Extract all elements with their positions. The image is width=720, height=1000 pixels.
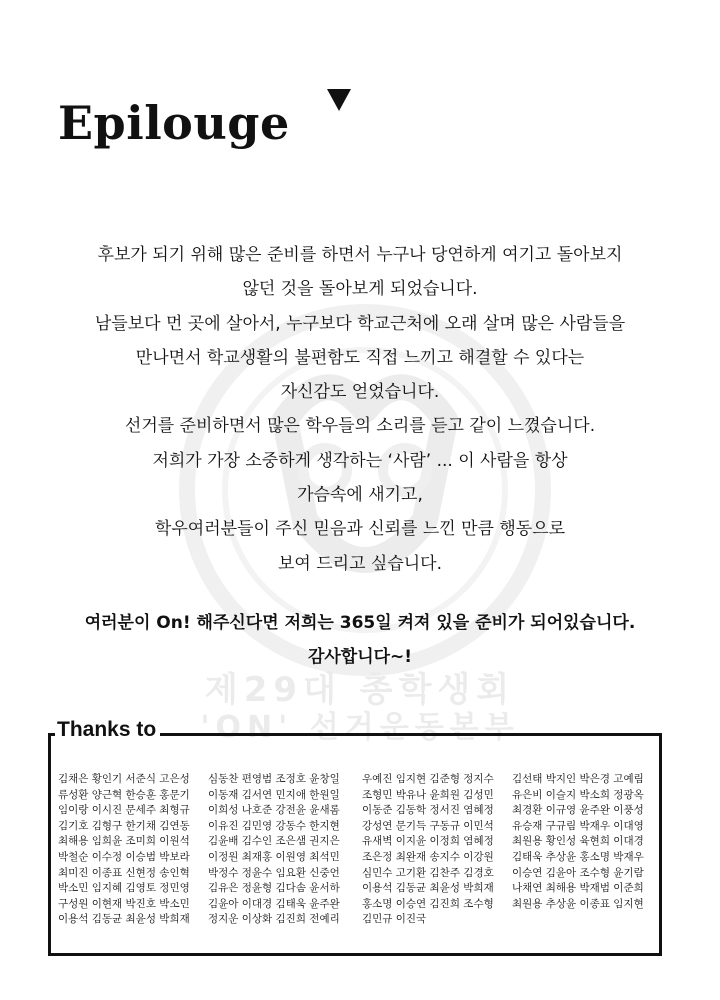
names-column-3 bbox=[362, 772, 494, 928]
message-line: 후보가 되기 위해 많은 준비를 하면서 누구나 당연하게 여기고 돌아보지 bbox=[97, 245, 623, 265]
names-row: 임이랑 이시진 문세주 최형규 bbox=[58, 804, 190, 817]
names-row: 나채연 최해용 박재범 이준희 bbox=[512, 882, 644, 895]
names-row: 김윤배 김수인 조은샘 권지은 bbox=[208, 835, 340, 848]
watermark-line-2: 'ON' 선거운동본부 bbox=[200, 710, 520, 745]
names-row: 유은비 이슬지 박소희 정광옥 bbox=[512, 788, 644, 801]
names-row: 조형민 박유나 윤희원 김성민 bbox=[362, 788, 494, 801]
names-row: 최원용 황인성 육현희 이대경 bbox=[512, 835, 644, 848]
names-row: 이용석 김동균 최윤성 박희재 bbox=[58, 913, 190, 926]
names-row: 이희성 나호준 강전윤 윤새롬 bbox=[208, 804, 340, 817]
names-row: 심동찬 편영범 조정호 윤창일 bbox=[208, 773, 340, 785]
names-row: 박소민 임지혜 김영토 정민영 bbox=[58, 882, 190, 895]
message-line: 않던 것을 돌아보게 되었습니다. bbox=[242, 279, 478, 300]
names-row: 조은정 최완재 송지수 이강원 bbox=[362, 850, 494, 863]
names-column-2 bbox=[208, 772, 340, 928]
thanks-heading: Thanks to bbox=[55, 718, 160, 742]
names-row: 심민수 고기환 김찬주 김경호 bbox=[362, 866, 494, 879]
names-row: 김채은 황인기 서준식 고은성 bbox=[58, 773, 190, 785]
names-row: 이승연 김윤아 조수형 윤기람 bbox=[512, 866, 644, 879]
names-row: 이동준 김동학 정서진 염혜정 bbox=[362, 804, 494, 817]
names-row: 유승재 구규림 박재우 이대영 bbox=[512, 819, 644, 832]
message-line: 선거를 준비하면서 많은 학우들의 소리를 듣고 같이 느꼈습니다. bbox=[124, 416, 596, 437]
message-line: 보여 드리고 싶습니다. bbox=[277, 553, 442, 574]
names-row: 정지운 이상화 김진희 전예리 bbox=[208, 913, 340, 926]
message-line: 저희가 가장 소중하게 생각하는 ‘사람’ ... 이 사람을 항상 bbox=[152, 450, 568, 471]
names-row: 구성원 이현재 박진호 박소민 bbox=[58, 897, 190, 910]
names-row: 최미진 이종표 신현정 송인혁 bbox=[58, 866, 190, 879]
names-row: 이유진 김민영 강동수 한지현 bbox=[208, 819, 340, 832]
message-line: 자신감도 얻었습니다. bbox=[280, 382, 440, 403]
message-line: 남들보다 먼 곳에 살아서, 누구보다 학교근처에 오래 살며 많은 사람들을 bbox=[94, 313, 626, 334]
names-row: 우예진 임지현 김준형 정지수 bbox=[362, 773, 494, 785]
names-row: 이동재 김서연 민지애 한원일 bbox=[208, 788, 340, 801]
names-column-1 bbox=[58, 772, 190, 928]
names-row: 홍소명 이승연 김진희 조수형 bbox=[362, 897, 494, 910]
closing-line: 여러분이 On! 해주신다면 저희는 365일 켜져 있을 준비가 되어있습니다. bbox=[84, 613, 636, 633]
names-row: 류성환 양근혁 한승훈 홍문기 bbox=[58, 788, 190, 801]
names-row: 김기호 김형구 한기채 김연동 bbox=[58, 819, 190, 832]
closing-line: 감사합니다~! bbox=[307, 647, 413, 667]
message-line: 가슴속에 새기고, bbox=[297, 485, 423, 506]
message-line: 학우여러분들이 주신 믿음과 신뢰를 느낀 만큼 행동으로 bbox=[154, 519, 566, 540]
names-row: 박철순 이수정 이승범 박보라 bbox=[58, 850, 190, 863]
names-row: 김민규 이진국 bbox=[362, 913, 427, 926]
names-row: 김태욱 추상윤 홍소명 박재우 bbox=[512, 850, 644, 863]
names-column-4 bbox=[512, 772, 644, 912]
names-row: 김유은 정윤형 김다솜 윤서하 bbox=[208, 882, 340, 895]
page-title: Epilouge bbox=[58, 96, 290, 150]
names-row: 유새벽 이지윤 이정희 염혜정 bbox=[362, 835, 494, 848]
names-row: 이용석 김동균 최윤성 박희재 bbox=[362, 882, 494, 895]
names-row: 강성연 문기득 구동규 이민석 bbox=[362, 819, 494, 832]
names-row: 최원용 추상윤 이종표 임지현 bbox=[512, 897, 644, 910]
message-body bbox=[0, 238, 720, 581]
message-line: 만나면서 학교생활의 불편함도 직접 느끼고 해결할 수 있다는 bbox=[135, 347, 585, 368]
names-row: 박정수 정윤수 임요환 신중언 bbox=[208, 866, 340, 879]
names-row: 최해용 임희윤 조미희 이원석 bbox=[58, 835, 190, 848]
names-row: 김선태 박지인 박은경 고예림 bbox=[512, 773, 644, 785]
down-triangle-icon bbox=[327, 89, 351, 111]
closing-message bbox=[0, 606, 720, 674]
names-row: 최경환 이규영 윤주완 이풍성 bbox=[512, 804, 644, 817]
watermark-line-1: 제29대 총학생회 bbox=[204, 670, 516, 710]
names-row: 이정원 최재홍 이원영 최석민 bbox=[208, 850, 340, 863]
names-row: 김윤아 이대경 김태욱 윤주완 bbox=[208, 897, 340, 910]
